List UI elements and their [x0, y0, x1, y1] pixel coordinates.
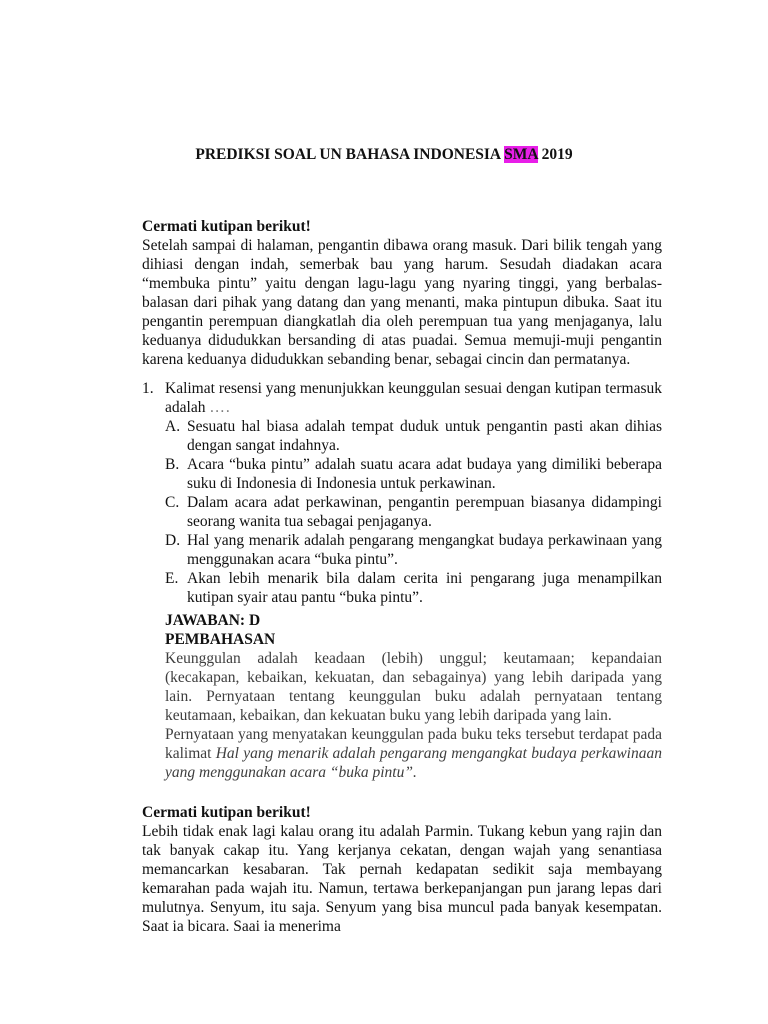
discussion-heading: PEMBAHASAN: [165, 631, 276, 648]
option-e: [165, 569, 662, 607]
question-1-stem: [142, 379, 662, 417]
option-d-letter: D.: [165, 532, 181, 549]
passage-1: [142, 217, 662, 369]
answer-label: JAWABAN: D: [165, 612, 261, 629]
option-d: [165, 531, 662, 569]
discussion-paragraph-2: [165, 725, 662, 782]
option-a: [165, 417, 662, 455]
answer-section: [165, 611, 662, 782]
document-title: [0, 146, 768, 164]
question-text: Kalimat resensi yang menunjukkan keunggulan sesuai dengan kutipan termasuk adalah: [165, 380, 662, 416]
title-text-after: 2019: [537, 146, 573, 163]
option-e-text: Akan lebih menarik bila dalam cerita ini pengarang juga menampilkan kutipan syair atau pantu “buka pintu”.: [187, 570, 662, 606]
title-text-before: PREDIKSI SOAL UN BAHASA INDONESIA: [195, 146, 505, 163]
passage-2: [142, 803, 662, 936]
option-a-letter: A.: [165, 418, 181, 435]
passage-2-text: Lebih tidak enak lagi kalau orang itu adalah Parmin. Tukang kebun yang rajin dan tak banyak cakap itu. Yang kerjanya cekatan, dengan wajah yang senantiasa memancarkan kesabaran. Tak pernah kedapatan sedikit saja membayang kemarahan pada wajah itu. Namun, tertawa berkepanjangan pun jarang lepas dari mulutnya. Senyum, itu saja. Senyum yang bisa muncul pada banyak kesempatan. Saat ia bicara. Saai ia menerima: [142, 823, 662, 935]
answer-options: [165, 417, 662, 607]
option-c-text: Dalam acara adat perkawinan, pengantin perempuan biasanya didampingi seorang wanita tua sebagai penjaganya.: [187, 494, 662, 530]
passage-2-heading: Cermati kutipan berikut!: [142, 804, 311, 821]
discussion-quote: Hal yang menarik adalah pengarang mengangkat budaya perkawinaan yang menggunakan acara “buka pintu”.: [165, 745, 662, 781]
discussion-lead: Pernyataan yang menyatakan keunggulan pada buku teks tersebut terdapat pada kalimat: [165, 726, 662, 762]
option-b: [165, 455, 662, 493]
option-d-text: Hal yang menarik adalah pengarang mengangkat budaya perkawinaan yang menggunakan acara “buka pintu”.: [187, 532, 662, 568]
option-b-letter: B.: [165, 456, 180, 473]
option-b-text: Acara “buka pintu” adalah suatu acara adat budaya yang dimiliki beberapa suku di Indonesia di Indonesia untuk perkawinan.: [187, 456, 662, 492]
question-dots: ….: [209, 399, 231, 416]
option-c: [165, 493, 662, 531]
passage-1-heading: Cermati kutipan berikut!: [142, 218, 311, 235]
question-1: [142, 379, 662, 607]
title-highlight-sma: SMA: [504, 146, 538, 163]
question-number: 1.: [142, 380, 154, 397]
option-a-text: Sesuatu hal biasa adalah tempat duduk untuk pengantin pasti akan dihias dengan sangat indahnya.: [187, 418, 662, 454]
option-e-letter: E.: [165, 570, 179, 587]
discussion-paragraph-1: Keunggulan adalah keadaan (lebih) unggul; keutamaan; kepandaian (kecakapan, kebaikan, kekuatan, dan sebagainya) yang lebih daripada yang lain. Pernyataan tentang keunggulan buku adalah pernyataan tentang keutamaan, kebaikan, dan kekuatan buku yang lebih daripada yang lain.: [165, 650, 662, 724]
passage-1-text: Setelah sampai di halaman, pengantin dibawa orang masuk. Dari bilik tengah yang dihiasi dengan indah, semerbak bau yang harum. Sesudah diadakan acara “membuka pintu” yaitu dengan lagu-lagu yang nyaring tinggi, yang berbalas-balasan dari pihak yang datang dan yang menanti, maka pintupun dibuka. Saat itu pengantin perempuan diangkatlah dia oleh perempuan tua yang menjaganya, lalu keduanya didudukkan bersanding di atas puadai. Semua memuji-muji pengantin karena keduanya didudukkan sebanding benar, sebagai cincin dan permatanya.: [142, 237, 662, 368]
option-c-letter: C.: [165, 494, 180, 511]
